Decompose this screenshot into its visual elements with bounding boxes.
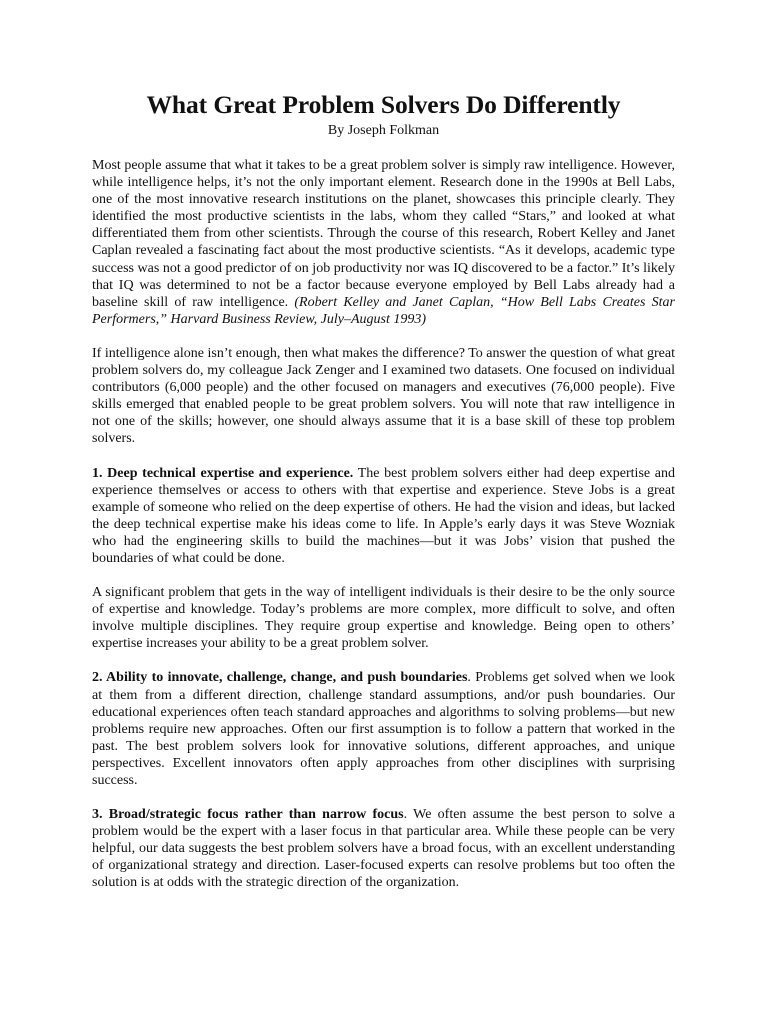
skill-2-paragraph (92, 669, 675, 789)
skill-1-heading: 1. Deep technical expertise and experience. (92, 465, 354, 481)
intro-paragraph (92, 157, 675, 328)
skill-2-text: . Problems get solved when we look at them from a different direction, challenge standard assumptions, and/or push boundaries. Our educational experiences often teach standard approaches and algorithms to solving problems—but new problems require new approaches. Often our first assumption is to follow a pattern that worked in the past. The best problem solvers look for innovative solutions, different approaches, and unique perspectives. Excellent innovators often apply approaches from other disciplines with surprising success. (92, 670, 675, 788)
intro-text: Most people assume that what it takes to be a great problem solver is simply raw intelligence. However, while intelligence helps, it’s not the only important element. Research done in the 1990s at Bell Labs, one of the most innovative research institutions on the planet, showcases this principle clearly. They identified the most productive scientists in the labs, whom they called “Stars,” and looked at what differentiated them from other scientists. Through the course of this research, Robert Kelley and Janet Caplan revealed a fascinating fact about the most productive scientists. “As it develops, academic type success was not a good predictor of on job productivity nor was IQ discovered to be a factor.” It’s likely that IQ was determined to not be a factor because everyone employed by Bell Labs already had a baseline skill of raw intelligence. (92, 158, 675, 310)
document-title: What Great Problem Solvers Do Differently (146, 90, 621, 119)
skill-2-heading: 2. Ability to innovate, challenge, change, and push boundaries (92, 670, 468, 686)
document-page (92, 90, 675, 892)
skill-3-heading: 3. Broad/strategic focus rather than narrow focus (92, 807, 404, 823)
expertise-paragraph: A significant problem that gets in the way of intelligent individuals is their desire to be the only source of expertise and knowledge. Today’s problems are more complex, more difficult to solve, and often involve multiple disciplines. They require group expertise and knowledge. Being open to others’ expertise increases your ability to be a great problem solver. (92, 585, 675, 652)
skill-3-paragraph (92, 806, 675, 891)
skill-3-text: . We often assume the best person to solve a problem would be the expert with a laser focus in that particular area. While these people can be very helpful, our data suggests the best problem solvers have a broad focus, with an excellent understanding of organizational strategy and direction. Laser-focused experts can resolve problems but too often the solution is at odds with the strategic direction of the organization. (92, 807, 675, 891)
skill-1-paragraph (92, 465, 675, 568)
datasets-paragraph: If intelligence alone isn’t enough, then what makes the difference? To answer the question of what great problem solvers do, my colleague Jack Zenger and I examined two datasets. One focused on individual contributors (6,000 people) and the other focused on managers and executives (76,000 people). Five skills emerged that enabled people to be great problem solvers. You will note that raw intelligence in not one of the skills; however, one should always assume that it is a base skill of these top problem solvers. (92, 345, 675, 447)
author-byline: By Joseph Folkman (327, 123, 440, 138)
skill-1-text: The best problem solvers either had deep expertise and experience themselves or access to others with that expertise and experience. Steve Jobs is a great example of someone who relied on the deep expertise of others. He had the vision and ideas, but lacked the deep technical expertise make his ideas come to life. In Apple’s early days it was Steve Wozniak who had the engineering skills to build the machines—but it was Jobs’ vision that pushed the boundaries of what could be done. (92, 465, 675, 566)
intro-citation: (Robert Kelley and Janet Caplan, “How Bell Labs Creates Star Performers,” Harvard Business Review, July–August 1993) (92, 294, 675, 327)
